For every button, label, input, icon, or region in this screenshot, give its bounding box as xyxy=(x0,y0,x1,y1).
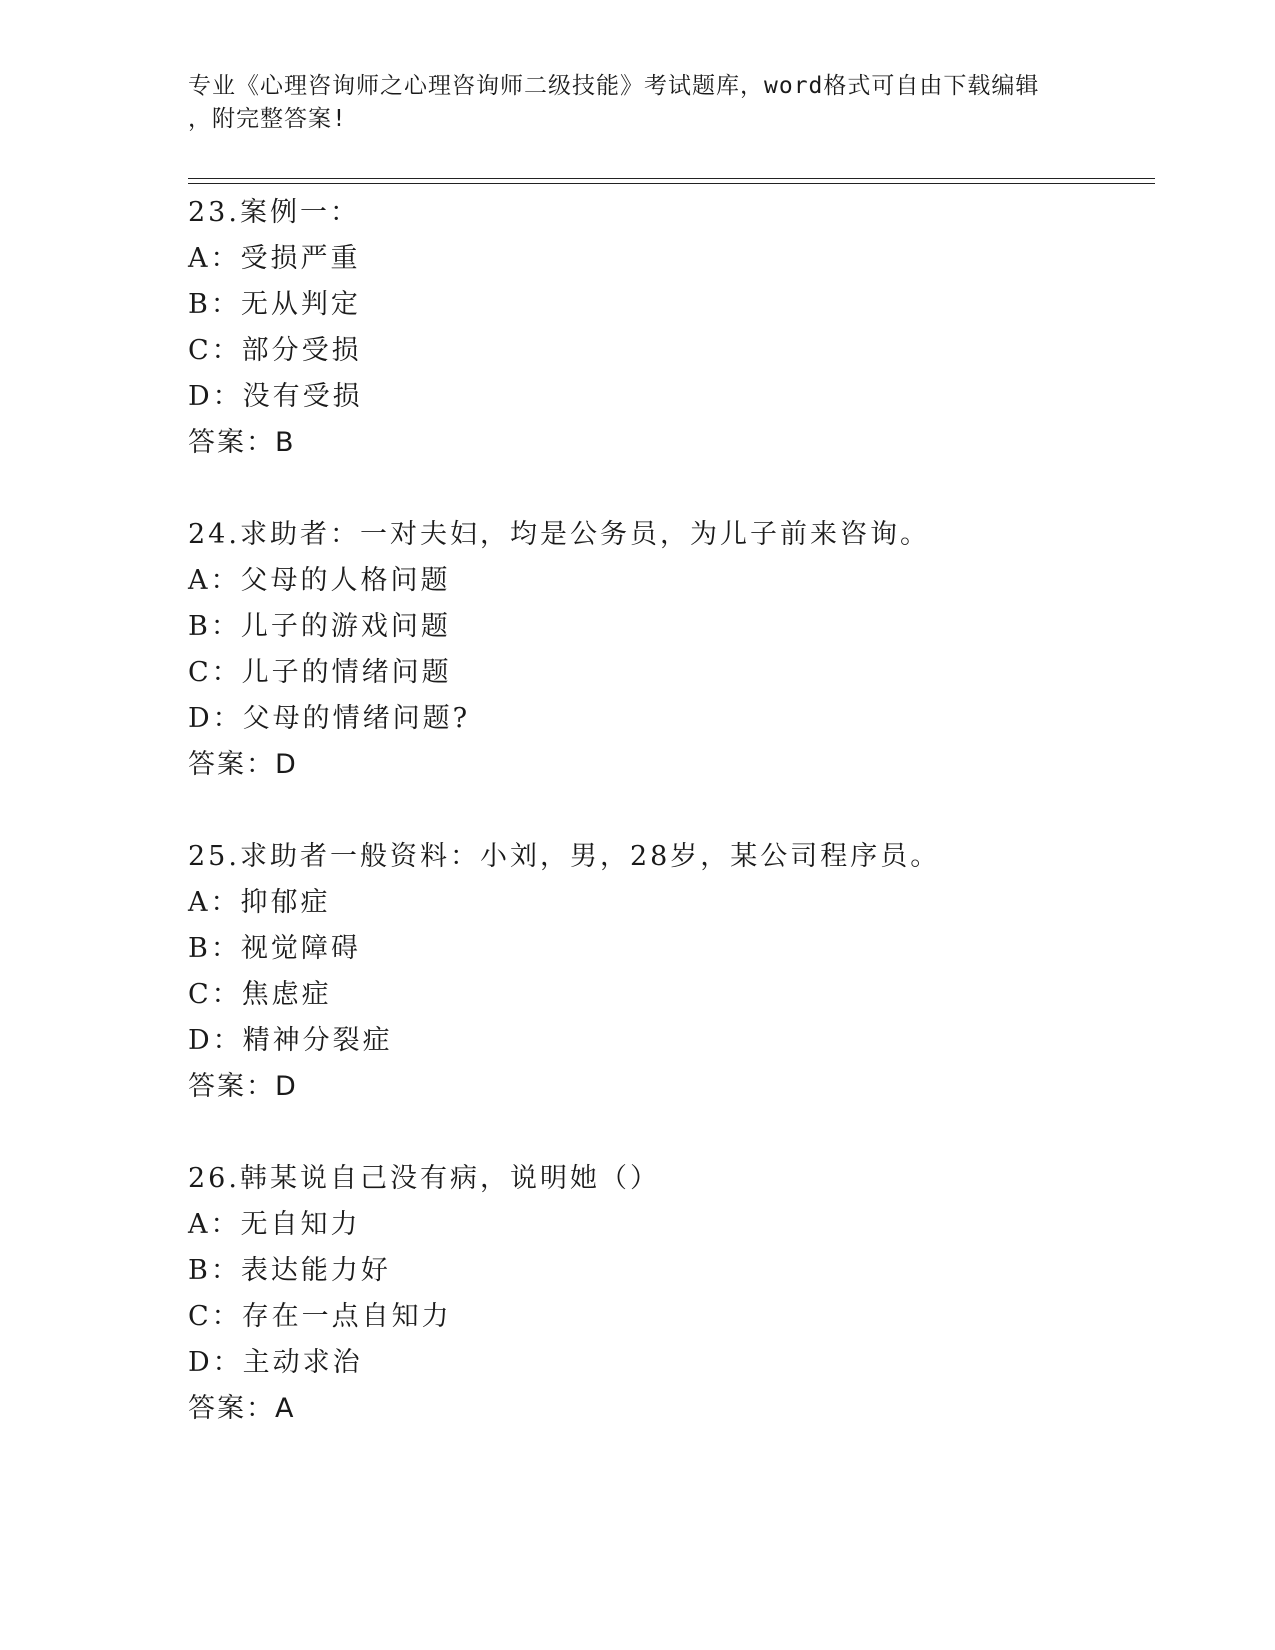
header-divider-top xyxy=(188,178,1155,179)
option-a: A：父母的人格问题 xyxy=(188,565,451,596)
document-header xyxy=(188,70,1088,136)
option-b: B：儿子的游戏问题 xyxy=(188,611,451,642)
option-d: D：主动求治 xyxy=(188,1347,363,1378)
option-d: D：父母的情绪问题? xyxy=(188,703,471,734)
question-list xyxy=(188,190,1148,1478)
option-b: B：无从判定 xyxy=(188,289,361,320)
question-stem: 24.求助者：一对夫妇，均是公务员，为儿子前来咨询。 xyxy=(188,519,930,550)
option-a: A：抑郁症 xyxy=(188,887,331,918)
question-25 xyxy=(188,834,1148,1110)
header-line-1: 专业《心理咨询师之心理咨询师二级技能》考试题库，word格式可自由下载编辑 xyxy=(188,73,1040,99)
question-26 xyxy=(188,1156,1148,1432)
header-divider-bottom xyxy=(188,183,1155,184)
option-d: D：没有受损 xyxy=(188,381,363,412)
question-stem: 25.求助者一般资料：小刘，男，28岁，某公司程序员。 xyxy=(188,841,941,872)
question-23 xyxy=(188,190,1148,466)
option-c: C：儿子的情绪问题 xyxy=(188,657,452,688)
option-c: C：存在一点自知力 xyxy=(188,1301,452,1332)
question-stem: 23.案例一： xyxy=(188,197,360,228)
header-line-2: ，附完整答案! xyxy=(188,106,347,132)
answer-line: 答案：D xyxy=(188,1071,298,1102)
option-a: A：无自知力 xyxy=(188,1209,361,1240)
answer-line: 答案：D xyxy=(188,749,298,780)
option-a: A：受损严重 xyxy=(188,243,361,274)
answer-line: 答案：A xyxy=(188,1393,296,1424)
question-stem: 26.韩某说自己没有病，说明她（） xyxy=(188,1163,660,1194)
option-b: B：视觉障碍 xyxy=(188,933,361,964)
option-b: B：表达能力好 xyxy=(188,1255,391,1286)
option-c: C：焦虑症 xyxy=(188,979,332,1010)
answer-line: 答案：B xyxy=(188,427,296,458)
option-c: C：部分受损 xyxy=(188,335,362,366)
question-24 xyxy=(188,512,1148,788)
option-d: D：精神分裂症 xyxy=(188,1025,393,1056)
